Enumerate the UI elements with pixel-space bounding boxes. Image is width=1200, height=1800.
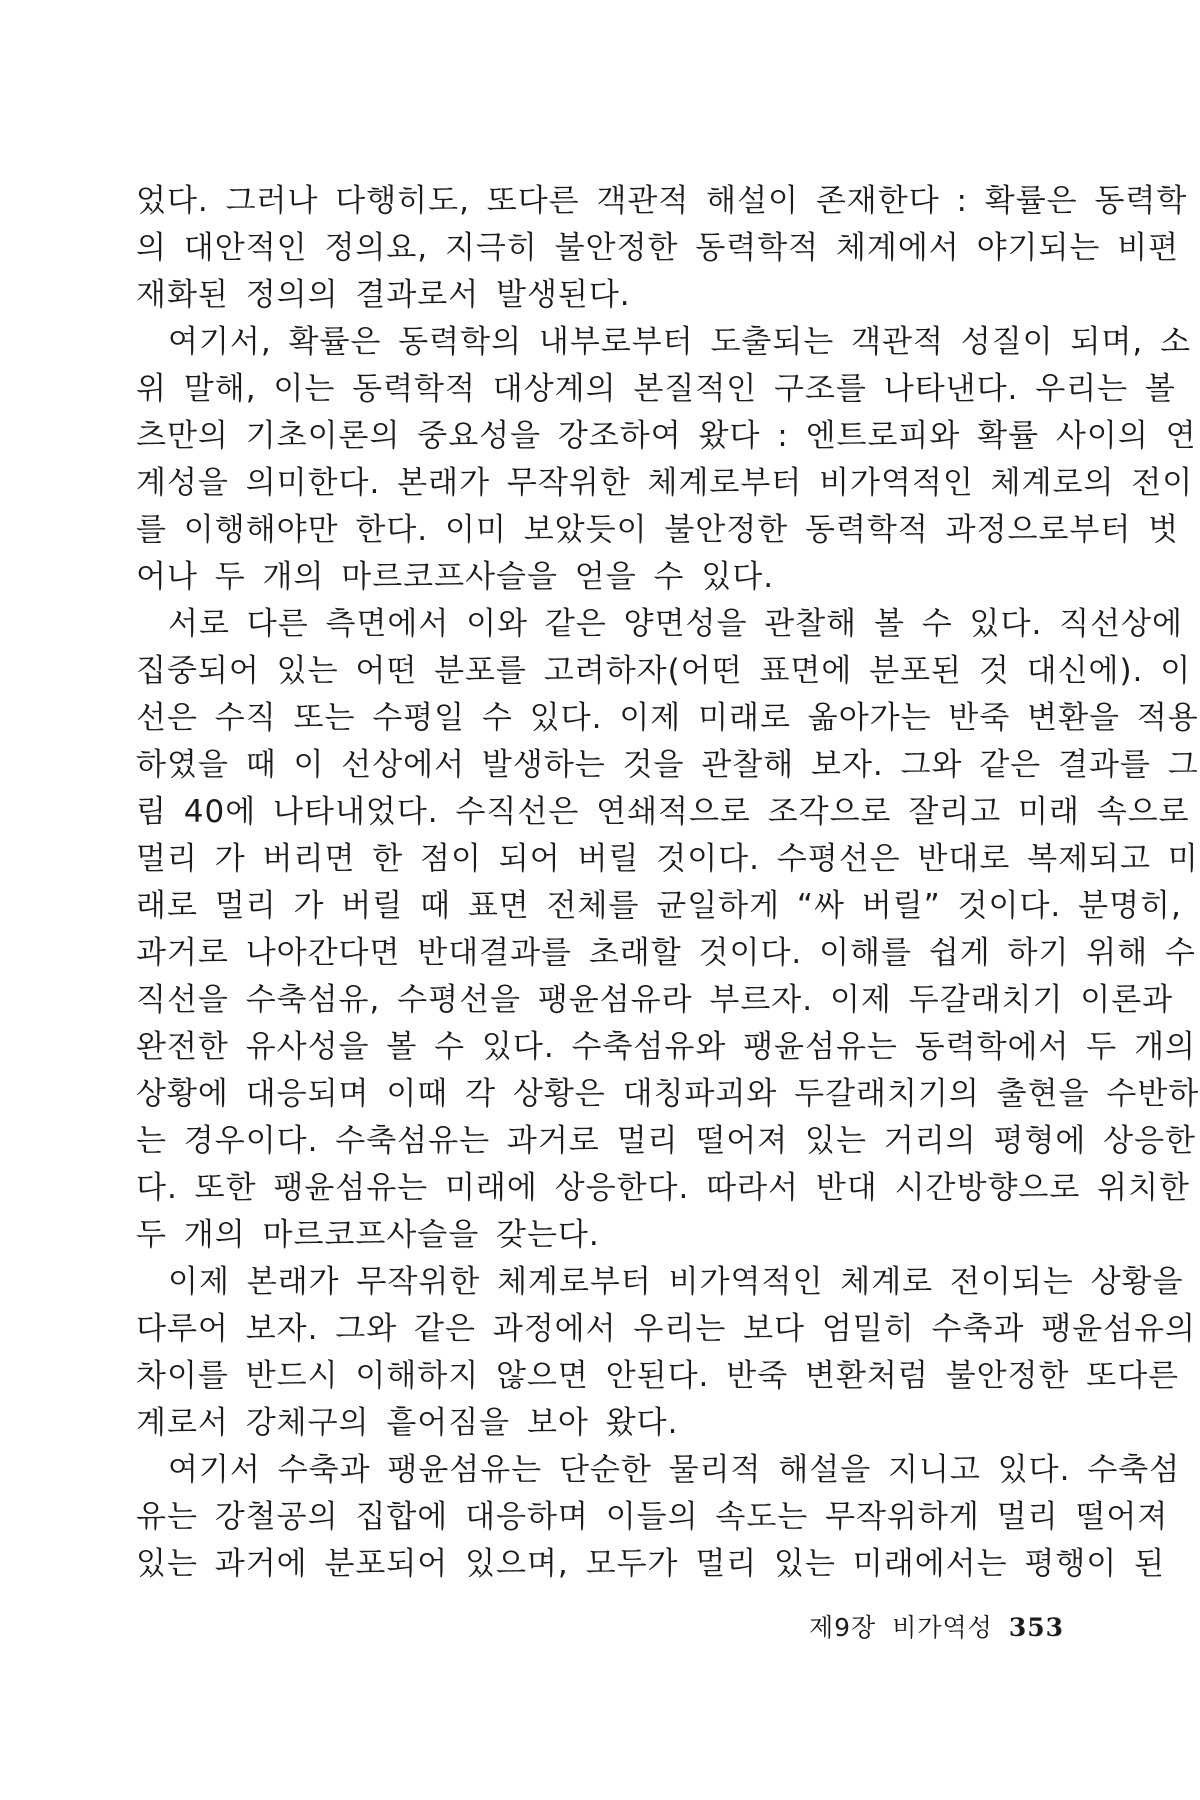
text-line: 유는 강철공의 집합에 대응하며 이들의 속도는 무작위하게 멀리 떨어져	[136, 1499, 1169, 1535]
footer-section: 비가역성	[892, 1613, 993, 1642]
text-line: 다. 또한 팽윤섬유는 미래에 상응한다. 따라서 반대 시간방향으로 위치한	[136, 1170, 1190, 1206]
footer-chapter: 제9장	[808, 1613, 877, 1642]
text-line: 는 경우이다. 수축섬유는 과거로 멀리 떨어져 있는 거리의 평형에 상응한	[136, 1123, 1196, 1159]
text-line: 상황에 대응되며 이때 각 상황은 대칭파괴와 두갈래치기의 출현을 수반하	[136, 1076, 1200, 1112]
text-line: 어나 두 개의 마르코프사슬을 얻을 수 있다.	[136, 559, 775, 595]
text-line: 있는 과거에 분포되어 있으며, 모두가 멀리 있는 미래에서는 평행이 된	[136, 1546, 1166, 1582]
text-line: 계성을 의미한다. 본래가 무작위한 체계로부터 비가역적인 체계로의 전이	[136, 465, 1194, 501]
text-line: 계로서 강체구의 흩어짐을 보아 왔다.	[136, 1405, 679, 1441]
text-line: 여기서, 확률은 동력학의 내부로부터 도출되는 객관적 성질이 되며, 소	[168, 324, 1192, 360]
text-line: 과거로 나아간다면 반대결과를 초래할 것이다. 이해를 쉽게 하기 위해 수	[136, 935, 1196, 971]
text-line: 었다. 그러나 다행히도, 또다른 객관적 해설이 존재한다 : 확률은 동력학	[136, 183, 1188, 219]
text-line: 를 이행해야만 한다. 이미 보았듯이 불안정한 동력학적 과정으로부터 벗	[136, 512, 1180, 548]
text-line: 림 40에 나타내었다. 수직선은 연쇄적으로 조각으로 잘리고 미래 속으로	[136, 794, 1190, 830]
page-number: 353	[1008, 1613, 1064, 1642]
text-line: 여기서 수축과 팽윤섬유는 단순한 물리적 해설을 지니고 있다. 수축섬	[168, 1452, 1181, 1488]
text-line: 래로 멀리 가 버릴 때 표면 전체를 균일하게 “싸 버릴” 것이다. 분명히,	[136, 888, 1182, 924]
text-line: 다루어 보자. 그와 같은 과정에서 우리는 보다 엄밀히 수축과 팽윤섬유의	[136, 1311, 1196, 1347]
text-line: 멀리 가 버리면 한 점이 되어 버릴 것이다. 수평선은 반대로 복제되고 미	[136, 841, 1199, 877]
page-footer	[809, 1608, 1064, 1644]
text-line: 재화된 정의의 결과로서 발생된다.	[136, 277, 631, 313]
text-line: 이제 본래가 무작위한 체계로부터 비가역적인 체계로 전이되는 상황을	[168, 1264, 1184, 1300]
text-line: 집중되어 있는 어떤 분포를 고려하자(어떤 표면에 분포된 것 대신에). 이	[136, 653, 1192, 689]
text-line: 의 대안적인 정의요, 지극히 불안정한 동력학적 체계에서 야기되는 비편	[136, 230, 1180, 266]
text-line: 서로 다른 측면에서 이와 같은 양면성을 관찰해 볼 수 있다. 직선상에	[168, 606, 1183, 642]
text-line: 선은 수직 또는 수평일 수 있다. 이제 미래로 옮아가는 반죽 변환을 적용	[136, 700, 1199, 736]
text-line: 츠만의 기초이론의 중요성을 강조하여 왔다 : 엔트로피와 확률 사이의 연	[136, 418, 1197, 454]
body-text	[136, 178, 1200, 1588]
text-line: 위 말해, 이는 동력학적 대상계의 본질적인 구조를 나타낸다. 우리는 볼	[136, 371, 1176, 407]
text-line: 두 개의 마르코프사슬을 갖는다.	[136, 1217, 600, 1253]
text-line: 직선을 수축섬유, 수평선을 팽윤섬유라 부르자. 이제 두갈래치기 이론과	[136, 982, 1174, 1018]
text-line: 차이를 반드시 이해하지 않으면 안된다. 반죽 변환처럼 불안정한 또다른	[136, 1358, 1180, 1394]
text-line: 하였을 때 이 선상에서 발생하는 것을 관찰해 보자. 그와 같은 결과를 그	[136, 747, 1199, 783]
text-line: 완전한 유사성을 볼 수 있다. 수축섬유와 팽윤섬유는 동력학에서 두 개의	[136, 1029, 1196, 1065]
